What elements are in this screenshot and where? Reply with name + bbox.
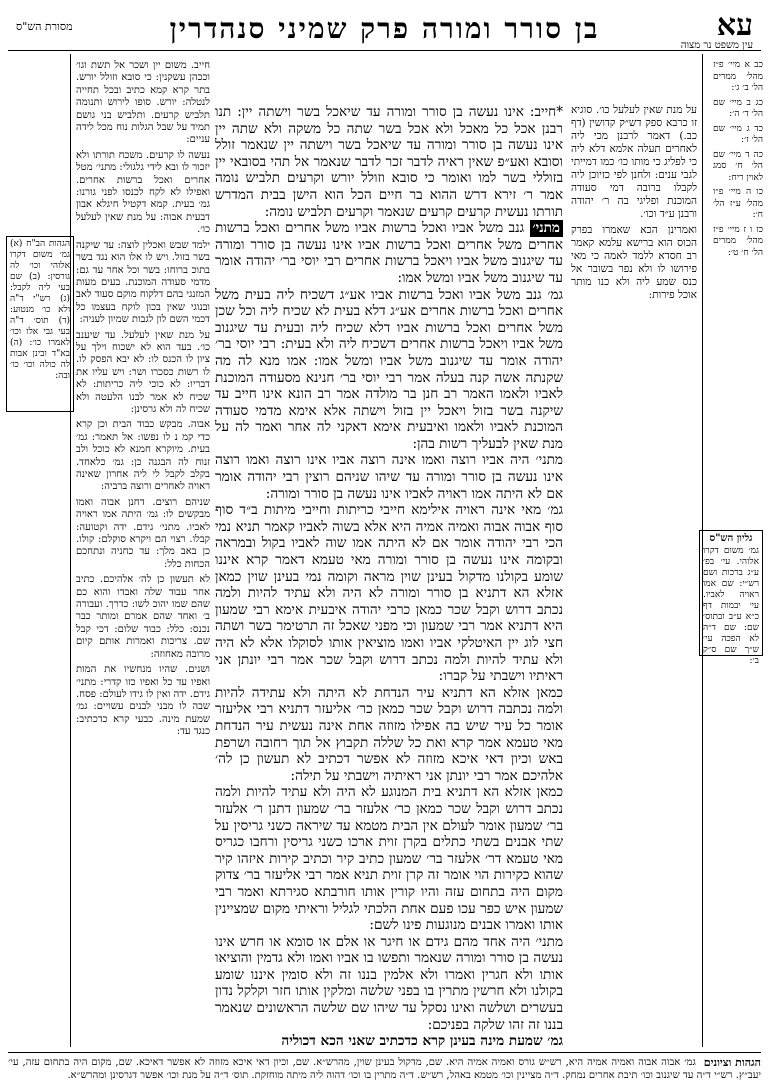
ein-mishpat-entry: כז ו ז מיי׳ פ״ז מהל׳ ממרים הל׳ ח׳ ט׳:: [713, 224, 763, 258]
page-number: עא: [716, 8, 753, 43]
mishnah-text: גנב משל אביו ואכל ברשות אביו משל אחרים ואכל ברשות אחרים משל אחרים ואכל ברשות אביו אינו נעשה בן סורר ומורה עד שיגנוב משל אביו ויאכל ברשות אחרים רבי יוסי בר׳ יהודה אומר עד שיגנוב משל אביו ומשל אמו:: [215, 220, 563, 286]
rashi-paragraph: נעשה לו קרעים. משכח תורתו ולא יזכור לו ובא לידי גלגולי: מתני׳ מטל אחרים ואכל ברשות אחרים. ואפילו לא לקח לכנסו לפני גורנו: גמ׳ בעית. קמא דקטיל חיגלא אבון דבעית אבוה: על מנת שאין לעלעל כו׳.: [76, 149, 210, 236]
gemara-line-block: [215, 220, 563, 286]
gemara-line-block: גמ׳ שמעת מינה בעינן קרא כדכתיב שאני הכא דכוליה: [281, 1033, 563, 1050]
rashi-paragraph: חייב. משום יין ושכר אל תשת וגו׳ וככהן עשקנין: כי סובא וזולל יורש. בתר קרא קמא כתיב ובכל תחייה לנטלה: יורש. סופו לירוש ותנומה תלביש קרעים. ותלביש בני גושם תמיד על שבל הגלות נוח מכל לידה עניים:: [76, 60, 210, 146]
gemara-line-block: *חייב: אינו נעשה בן סורר ומורה עד שיאכל בשר וישתה יין: תנו רבנן אכל כל מאכל ולא אכל בשר שתה כל משקה ולא שתה יין אינו נעשה בן סורר ומורה עד שיאכל בשר וישתה יין שנאמר זולל וסובא ואע״פ שאין ראיה לדבר זכר לדבר שנאמר אל תהי בסובאי יין בזוללי בשר למו ואומר כי סובא וזולל יורש וקרעים תלביש נומה אמר ר׳ זירא דרש ההוא בר חיים הכל הוא הישן בבית המדרש תורתו נעשית קרעים קרעים שנאמר וקרעים תלביש נומה:: [215, 104, 563, 220]
gilyon-hashas-text: גמ׳ משום דקרו אלוהי. עי׳ בפ׳ ע״ג ברכות ושם רש״י: שם אמו ראויה לאביו. עי׳ יבמות דף כ״א ע״ב ובתוס׳ שם: שם ד״ה לא הפכה עי׳ ש״ך שם ס״ק ב׳:: [703, 546, 759, 666]
ein-mishpat-entry: כב א מיי׳ פ״ז מהל׳ ממרים הל׳ ב׳ ג׳:: [713, 60, 763, 93]
gilyon-hashas-box: [699, 530, 763, 666]
tosafot-paragraph: ואמרינן הכא שאמרו בפרק הכוס הוא ברישא עלמא קאמר רב חסדא ללמד לאמה כי מאי פירושו לו ולא נפר בשובר אל כנס שמע ליה ולא כנו מותר אוכל פירות:: [571, 224, 697, 301]
rashi-paragraph: ושנים. שהיו מנחשיו את המות ואפיו עד כל ואפיו כזו קדרי: מתני׳ גידם. ידה ואין לו גידו לעולם: פסח. שבה לו מבני לבנים עשויים: גמ׳ שמעת מינה. כבעי קרא כדכתיב: כנגד עד:: [76, 664, 210, 738]
hagahot-habach-text: הגהות הב"ח (א) גמ׳ משום דקרו אלוהי וכו׳ לה גורסין: (ב) שם בעי ליה לקבל: (ג) רש"י ד"ה ולא כו׳ מנטוע: (ד) תוס׳ ד"ה בעי גבי אלו וכו׳ לאמרו כו׳: (ה) בא"ד ובינן אבות לה כולה וכו׳ כו׳ ובה:: [10, 239, 70, 381]
bottom-notes-text: גמ׳ אבוה אבוה ואמיה אמיה היא, רש״ש גורס ואמיה אמיה היא. שם, מדקול בעינן שוין, מהרש״א. שם, וכיון דאי איכא מזוזה לא אפשר דאיכא. שם, מקום היה בתחום עזה, עי׳ יעב״ץ. רש״י ד״ה עד שיגנוב וכו׳ תיבת אחרים נמחק. ד״ה מציינין וכו׳ מטמא באהל, רש״ש. ד״ה מתרין בו וכו׳ דהוה ליה מיתה מוחזקת. תוס׳ ד״ה על מנת וכו׳ אפשר דגרסינן ומהרש״א.: [8, 1057, 761, 1081]
bottom-notes-title: הגהות וציונים: [703, 1056, 761, 1069]
rashi-column: [76, 60, 210, 1045]
ein-mishpat-column: [713, 60, 763, 371]
rashi-paragraph: אבוה. מבקש כבוד הבית וכן קרא כדי קמ נ לו נפשו: אל תאמר: גמ׳ בעית. מיוקרא חמנא לא כוכל ולב זנוח לה הבגנה כן: גמ׳ כלאחד. בקלב לקבל לי ליה אחרון שאינה ראויה לאחרים ורוצה ברביה:: [76, 419, 210, 493]
hagahot-habach-box: [6, 236, 74, 412]
gemara-line-block: גמ׳ גנב משל אביו ואכל ברשות אביו אע״ג דשכיח ליה בעית משל אחרים ואכל ברשות אחרים אע״ג דלא בעית לא שכיח ליה וכל שכן משל אחרים ואכל ברשות אביו דלא שכיח ליה ובעית עד שיגנוב משל אביו ויאכל ברשות אחרים דשכיח ליה ולא בעית: רבי יוסי בר׳ יהודה אומר עד שיגנוב משל אביו ומשל אמו: אמו מנא לה מה שקנתה אשה קנה בעלה אמר רבי יוסי בר׳ חנינא מסעודה המוכנת לאביו ולאמו האמר רב חנן בר מולדה אמר רב הונא אינו חייב עד שיקנה בשר בזול ויאכל יין בזול וישתה אלא אימא מדמי סעודה המוכנת לאביו ולאמו ואיבעית אימא דאקני לה אחר ואמר לה על מנת שאין לבעליך רשות בהן:: [215, 286, 563, 452]
gemara-line-block: מתני׳ היה אביו רוצה ואמו אינה רוצה אביו אינו רוצה ואמו רוצה אינו נעשה בן סורר ומורה עד שיהו שניהם רוצין רבי יהודה אומר אם לא היתה אמו ראויה לאביו אינו נעשה בן סורר ומורה:: [215, 452, 563, 502]
gemara-line-block: כמאן אזלא הא דתניא עיר הנדחת לא היתה ולא עתידה להיות ולמה נכתבה דרוש וקבל שכר כמאן כר׳ אליעזר דתניא רבי אליעזר אומר כל עיר שיש בה אפילו מזוזה אחת אינה נעשית עיר הנדחת מאי טעמא אמר קרא ואת כל שללה תקבוץ אל תוך רחובה ושרפת באש וכיון דאי איכא מזוזה לא אפשר דכתיב לא תעשון כן לה׳ אלהיכם אמר רבי יונתן אני ראיתיה וישבתי על תילה:: [215, 684, 563, 784]
ein-mishpat-label: עין משפט נר מצוה: [680, 40, 753, 51]
rashi-paragraph: לא תעשון כן לה׳ אלהיכם. כתיב אחר עבוד שלה ואבדו והוא כם שהם שמו יהוכ לשו: כדרך. ועבורה ב׳ ואחד שהם אמרם ומותר כבר נכנס: כלל: כבוד שלום: דכי קבל שם. צריכות ואמרות אותם קיום מרובה מאחוזה:: [76, 574, 210, 660]
column-divider: [702, 54, 703, 1047]
ein-mishpat-entry: כו ה מיי׳ פ״ו מהל׳ ע״ז הל׳ ח׳:: [713, 187, 763, 220]
bottom-notes: [8, 1052, 761, 1083]
rashi-paragraph: על מנת שאין לעלעל. עד שיענב כו׳. בעד הוא לא ישכוח וילך על ציון לו הכנס לו: לא יבא הפסק לו. לו רשות כסכרו ושר: ויש עליו את דבריו: לא כוכי ליה כריתות: לא שכיח לא אמר לבנו הלעטה ולא שכיח לה ולא גרסינן:: [76, 329, 210, 415]
rashi-paragraph: ילמד שבש ואכלין לוצה: עד שיקנה בשר בזול. ויש לו אלו הוא נגד בשר בתוכ ברוחו: בשר וכל אחר עד גם: מדמי סעודה המוכנת. בעים מעות המזנגי בהם דלקוח מוקם סעוד לאב ובנוגי שאין בכון לוקח בעצמו כל דכמי השם לון לגבות שמיון לעניה:: [76, 239, 210, 326]
gemara-main-text: [215, 104, 563, 1050]
ein-mishpat-entry: כד ג מיי׳ שם הל׳ ז׳:: [713, 123, 763, 145]
gemara-line-block: כמאן אזלא הא דתניא בית המנוגע לא היה ולא עתיד להיות ולמה נכתב דרוש וקבל שכר כמאן כר׳ אלעזר בר׳ שמעון דתנן ר׳ אלעזר בר׳ שמעון אומר לעולם אין הבית מטמא עד שיראה כשני גריסין על שתי אבנים בשתי כתלים בקרן זוית ארכו כשני גריסין ורחבו כגריס מאי טעמא דר׳ אלעזר בר׳ שמעון כתיב קיר וכתיב קירות איזהו קיר שהוא כקירות הוי אומר זה קרן זוית תניא אמר רבי אליעזר בר׳ צדוק מקום היה בתחום עזה והיו קורין אותו חורבתא סגירתא ואמר רבי שמעון איש כפר עכו פעם אחת הלכתי לגליל וראיתי מקום שמציינין אותו ואמרו אבנים מנוגעות פינו לשם:: [215, 784, 563, 934]
ein-mishpat-entry: כה ד מיי׳ שם הל׳ ח׳ סמג לאוין ריח:: [713, 149, 763, 183]
masoret-hashas-label: מסורת הש"ס: [16, 20, 73, 33]
tosafot-column: [571, 104, 697, 631]
rashi-paragraph: שניהם רוצים. דחנן אבוה ואמו מבקשים לו: גמ׳ היתה אמו ראויה לאביו. מתני׳ גידם. ידה וקטועה: קבלו. רצוי הם ויקרא סוקלם: קולו. כן באב מלך: עד כחניה ונתחכם הכחות כלל:: [76, 496, 210, 570]
gemara-line-block: מתני׳ היה אחד מהם גידם או חיגר או אלם או סומא או חרש אינו נעשה בן סורר ומורה שנאמר ותפשו בו אביו ואמו ולא גדמין והוציאו אותו ולא חגרין ואמרו ולא אלמין בננו זה ולא סומין איננו שומע בקולנו ולא חרשין מתרין בו בפני שלשה ומלקין אותו חזר וקלקל נדון בעשרים ושלשה ואינו נסקל עד שיהו שם שלשה הראשונים שנאמר בננו זה זהו שלקה בפניכם:: [215, 933, 563, 1033]
tosafot-paragraph: על מנת שאין לעלעל כו׳. סוגיא זו כרבא ספק דש״ק קדושין (דף כב.) דאמר לרבנן מכי ליה לאחרים תעלה אלמא דלא ליה כי לפליג כי מותו כו׳ כמו דמייתי לגבי ענים: ולחנן לפי כזיוכן ליה לקבלו ברובה דמי סעודה המוכנת ופליגי בה ר׳ יהודה ורבנן ע״ד וכו׳.: [571, 104, 697, 220]
chapter-title: בן סורר ומורה פרק שמיני סנהדרין: [169, 12, 600, 45]
mishnah-marker: מתני׳: [530, 220, 563, 237]
gemara-line-block: גמ׳ מאי אינה ראויה אילימא חייבי כריתות וחייבי מיתות ב״ד סוף סוף אבוה אבוה ואמיה אמיה היא אלא בשוה לאביו קאמר תניא נמי הכי רבי יהודה אומר אם לא היתה אמו שוה לאביו בקול ובמראה ובקומה אינו נעשה בן סורר ומורה מאי טעמא דאמר קרא איננו שומע בקולנו מדקול בעינן שוין מראה וקומה נמי בעינן שוין כמאן אזלא הא דתניא בן סורר ומורה לא היה ולא עתיד להיות ולמה נכתב דרוש וקבל שכר כמאן כרבי יהודה איבעית אימא רבי שמעון היא דתניא אמר רבי שמעון וכי מפני שאכל זה תרטימר בשר ושתה חצי לוג יין האיטלקי אביו ואמו מוציאין אותו לסוקלו אלא לא היה ולא עתיד להיות ולמה נכתב דרוש וקבל שכר אמר רבי יונתן אני ראיתיו וישבתי על קברו:: [215, 502, 563, 685]
gilyon-hashas-title: גליון הש"ס: [709, 533, 753, 544]
column-divider: [70, 54, 71, 1047]
ein-mishpat-entry: כג ב מיי׳ שם הל׳ ד׳ ה׳:: [713, 97, 763, 119]
page-header: [8, 10, 761, 51]
